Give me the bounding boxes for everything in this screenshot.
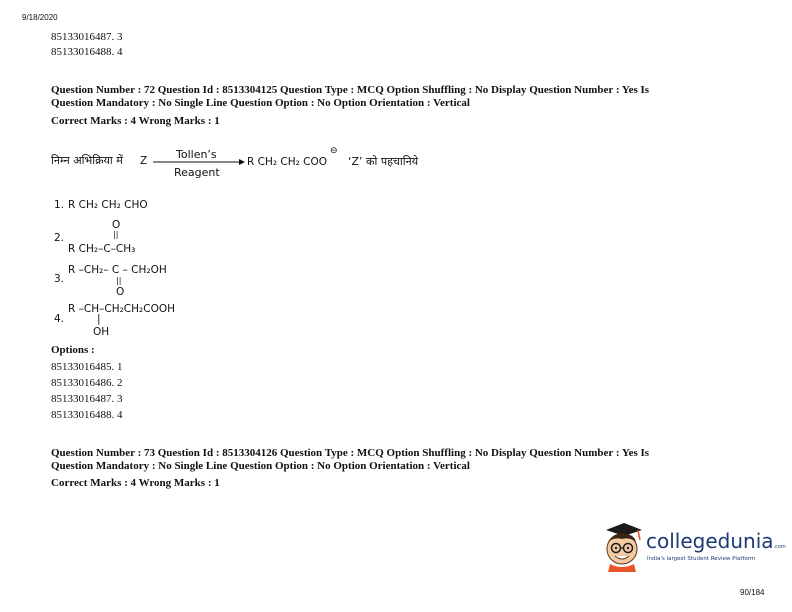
option-3-oxygen: O	[116, 286, 125, 298]
options-label: Options :	[51, 344, 95, 356]
q73-marks: Correct Marks : 4 Wrong Marks : 1	[51, 477, 220, 489]
logo-tagline: India's largest Student Review Platform	[647, 556, 756, 562]
option-4-hydroxyl: OH	[93, 326, 110, 338]
option-2-formula: R CH₂–C–CH₃	[68, 243, 136, 255]
reagent-top: Tollen’s	[176, 148, 217, 161]
option-line: 85133016485. 1	[51, 361, 123, 373]
logo-wordmark: collegedunia.com	[646, 529, 786, 553]
question-prefix: निम्न अभिक्रिया में	[51, 154, 123, 167]
option-3-double-bond: ||	[116, 276, 122, 285]
charge-icon: ⊖	[330, 146, 338, 156]
print-date: 9/18/2020	[22, 13, 58, 22]
product: R CH₂ CH₂ COO	[247, 156, 328, 168]
collegedunia-mascot-icon	[600, 520, 644, 572]
option-line: 85133016487. 3	[51, 31, 123, 43]
page-number: 90/184	[740, 588, 765, 597]
option-number: 3.	[54, 273, 65, 285]
q72-meta-line1: Question Number : 72 Question Id : 8513304125 Question Type : MCQ Option Shuffling : No Display Question Number : Yes Is	[51, 84, 650, 96]
reactant: Z	[140, 155, 148, 167]
reagent-bottom: Reagent	[174, 166, 220, 179]
q72-marks: Correct Marks : 4 Wrong Marks : 1	[51, 115, 220, 127]
option-number: 2.	[54, 232, 65, 244]
option-2-oxygen: O	[112, 219, 121, 231]
option-line: 85133016488. 4	[51, 46, 123, 58]
option-number: 1.	[54, 199, 65, 211]
option-line: 85133016486. 2	[51, 377, 123, 389]
q73-meta-line2: Question Mandatory : No Single Line Question Option : No Option Orientation : Vertical	[51, 460, 470, 472]
option-4-bond: |	[97, 313, 101, 325]
question-suffix: ‘Z’ को पहचानिये	[348, 155, 419, 168]
option-2-double-bond: ||	[113, 230, 119, 239]
option-number: 4.	[54, 313, 65, 325]
reaction-arrow	[153, 158, 245, 166]
option-3-formula: R –CH₂– C – CH₂OH	[68, 264, 167, 276]
option-line: 85133016487. 3	[51, 393, 123, 405]
q73-meta-line1: Question Number : 73 Question Id : 8513304126 Question Type : MCQ Option Shuffling : No Display Question Number : Yes Is	[51, 447, 650, 459]
option-line: 85133016488. 4	[51, 409, 123, 421]
q72-meta-line2: Question Mandatory : No Single Line Question Option : No Option Orientation : Vertical	[51, 97, 470, 109]
option-1-formula: R CH₂ CH₂ CHO	[68, 199, 148, 211]
option-4-formula: R –CH–CH₂CH₂COOH	[68, 303, 175, 315]
